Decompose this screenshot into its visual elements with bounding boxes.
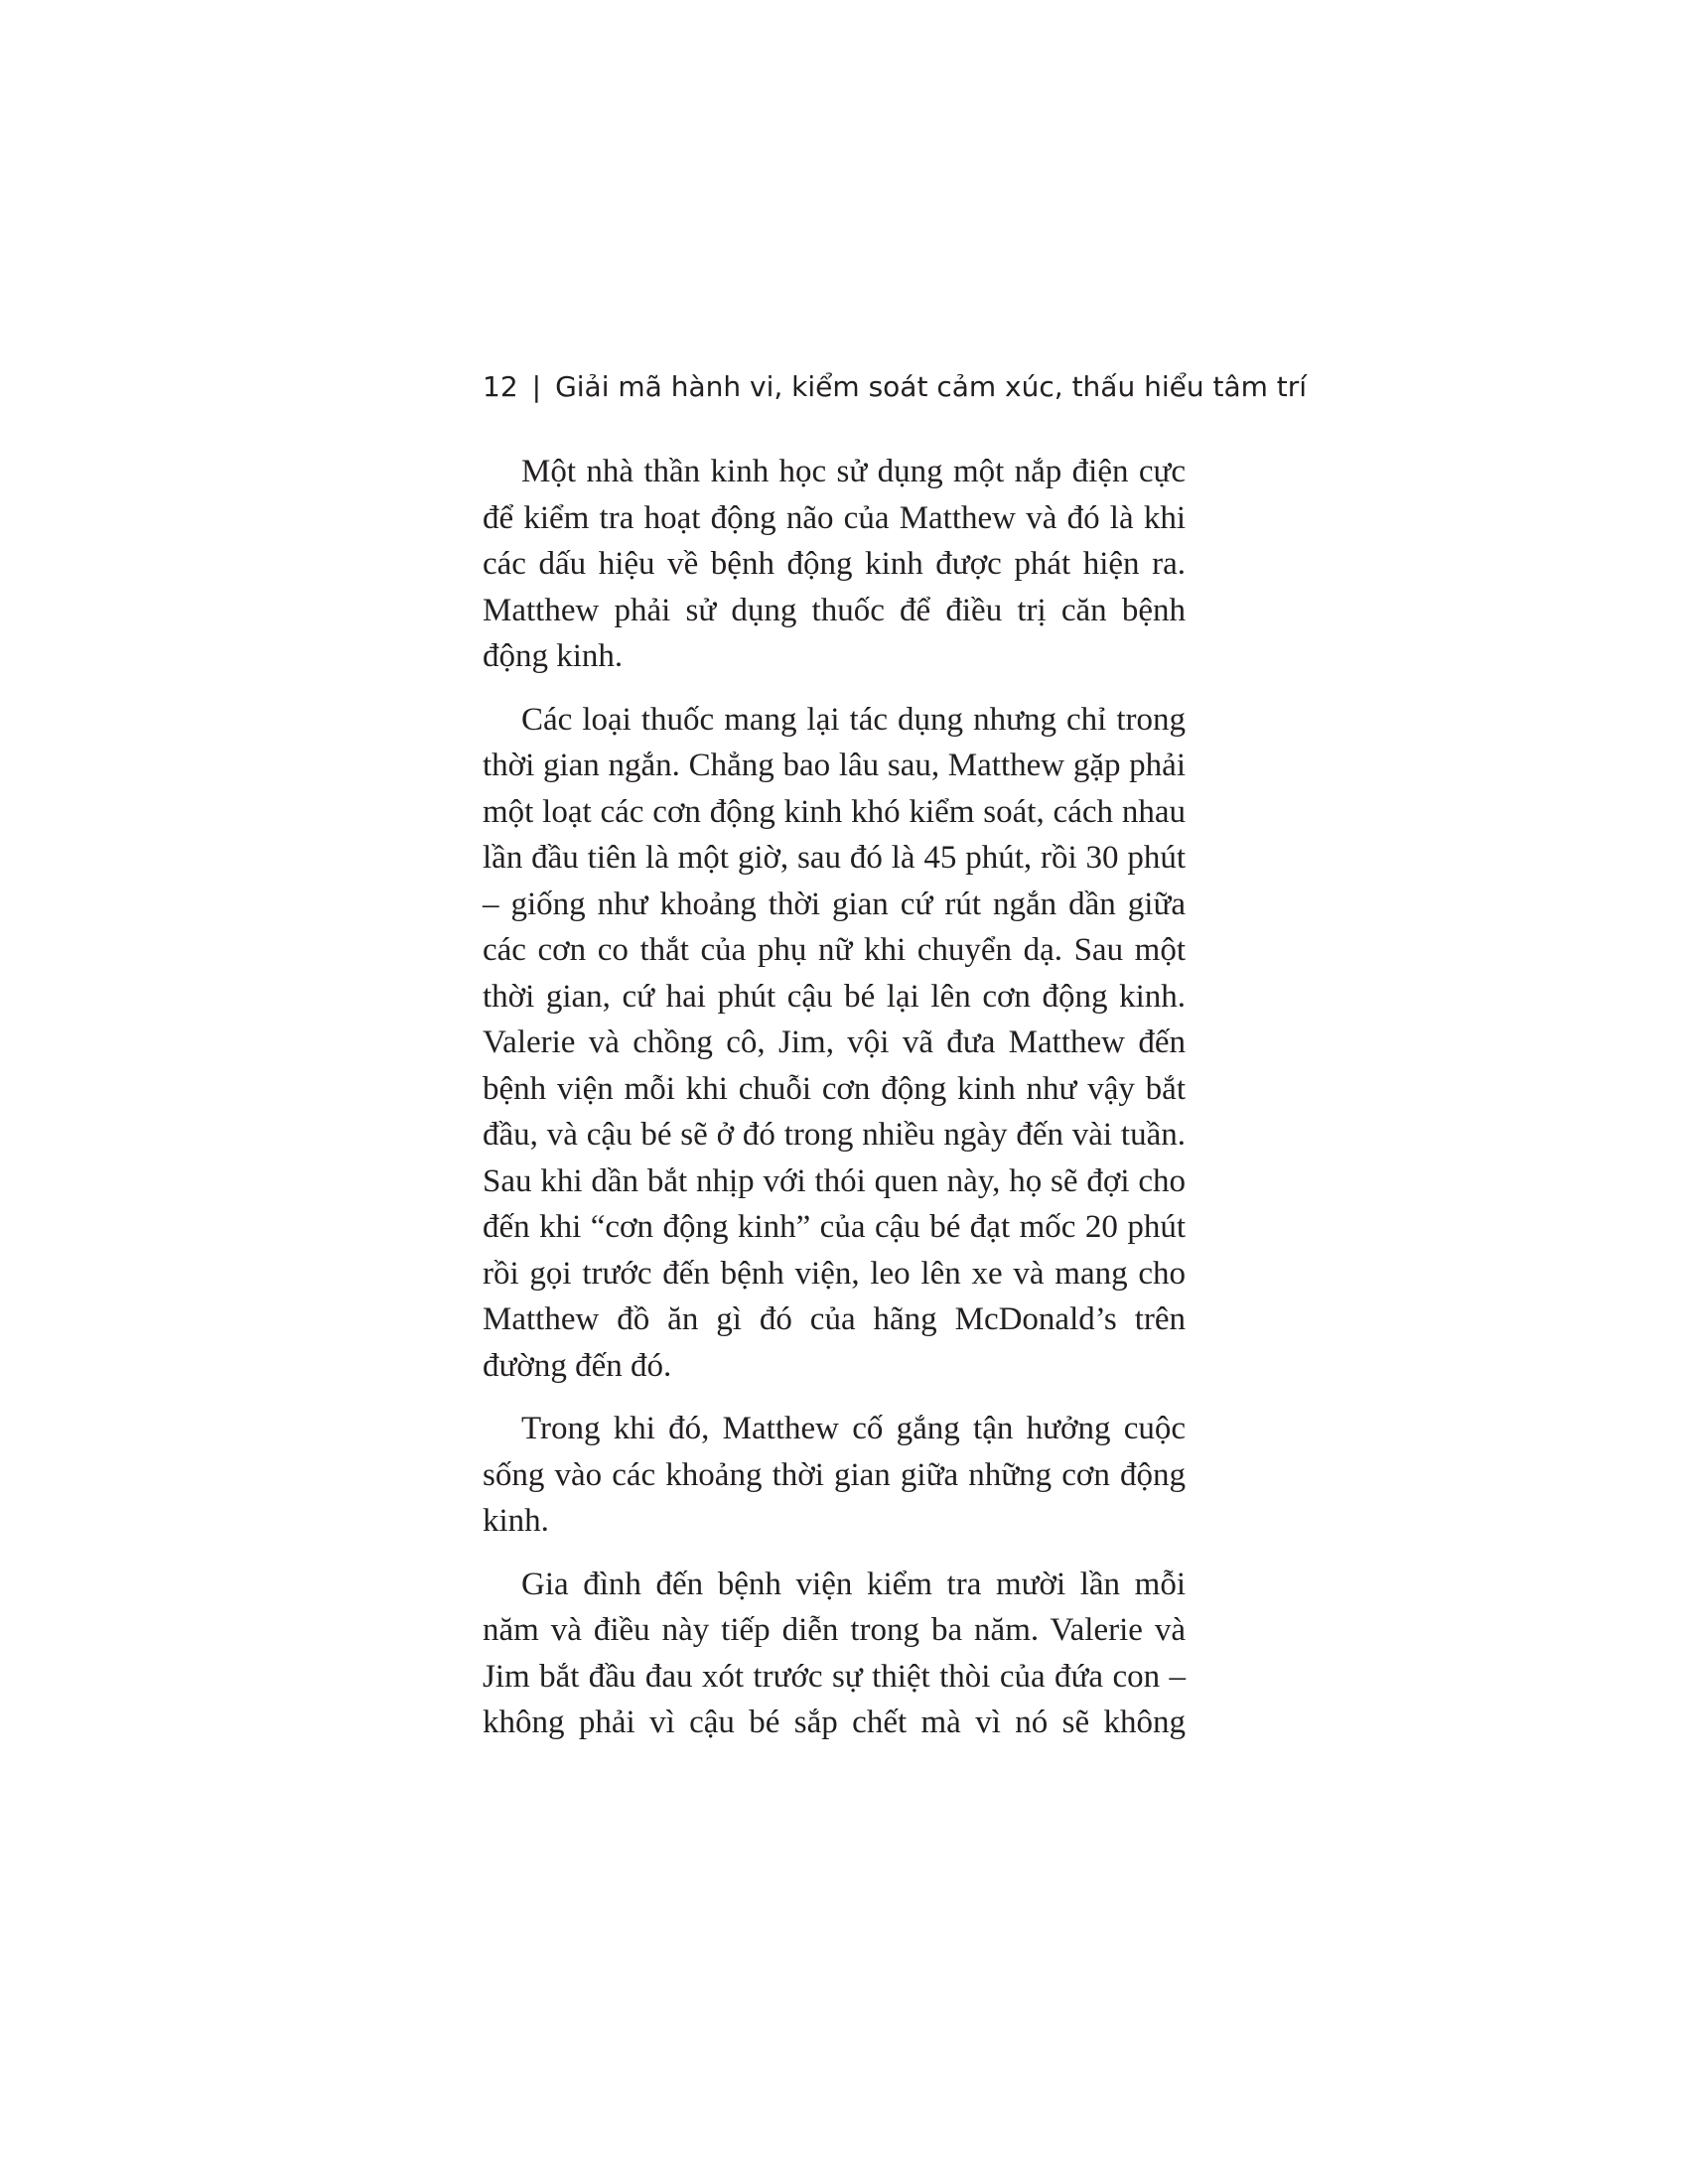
paragraph: Một nhà thần kinh học sử dụng một nắp điện cực để kiểm tra hoạt động não của Matthew và đó là khi các dấu hiệu về bệnh động kinh được phát hiện ra. Matthew phải sử dụng thuốc để điều trị căn bệnh động kinh.	[483, 454, 1186, 674]
header-separator: |	[531, 370, 542, 403]
paragraph: Gia đình đến bệnh viện kiểm tra mười lần mỗi năm và điều này tiếp diễn trong ba năm. Valerie và Jim bắt đầu đau xót trước sự thiệt thòi của đứa con – không phải vì cậu bé sắp chết mà vì nó sẽ không	[483, 1566, 1186, 1740]
page-number: 12	[483, 370, 518, 403]
running-header	[483, 367, 1308, 407]
book-title: Giải mã hành vi, kiểm soát cảm xúc, thấu hiểu tâm trí	[555, 370, 1308, 403]
paragraph: Trong khi đó, Matthew cố gắng tận hưởng cuộc sống vào các khoảng thời gian giữa những cơn động kinh.	[483, 1411, 1186, 1539]
body-text	[483, 449, 1186, 1763]
paragraph: Các loại thuốc mang lại tác dụng nhưng chỉ trong thời gian ngắn. Chẳng bao lâu sau, Matthew gặp phải một loạt các cơn động kinh khó kiểm soát, cách nhau lần đầu tiên là một giờ, sau đó là 45 phút, rồi 30 phút – giống như khoảng thời gian cứ rút ngắn dần giữa các cơn co thắt của phụ nữ khi chuyển dạ. Sau một thời gian, cứ hai phút cậu bé lại lên cơn động kinh. Valerie và chồng cô, Jim, vội vã đưa Matthew đến bệnh viện mỗi khi chuỗi cơn động kinh như vậy bắt đầu, và cậu bé sẽ ở đó trong nhiều ngày đến vài tuần. Sau khi dần bắt nhịp với thói quen này, họ sẽ đợi cho đến khi “cơn động kinh” của cậu bé đạt mốc 20 phút rồi gọi trước đến bệnh viện, leo lên xe và mang cho Matthew đồ ăn gì đó của hãng McDonald’s trên đường đến đó.	[483, 701, 1186, 1384]
